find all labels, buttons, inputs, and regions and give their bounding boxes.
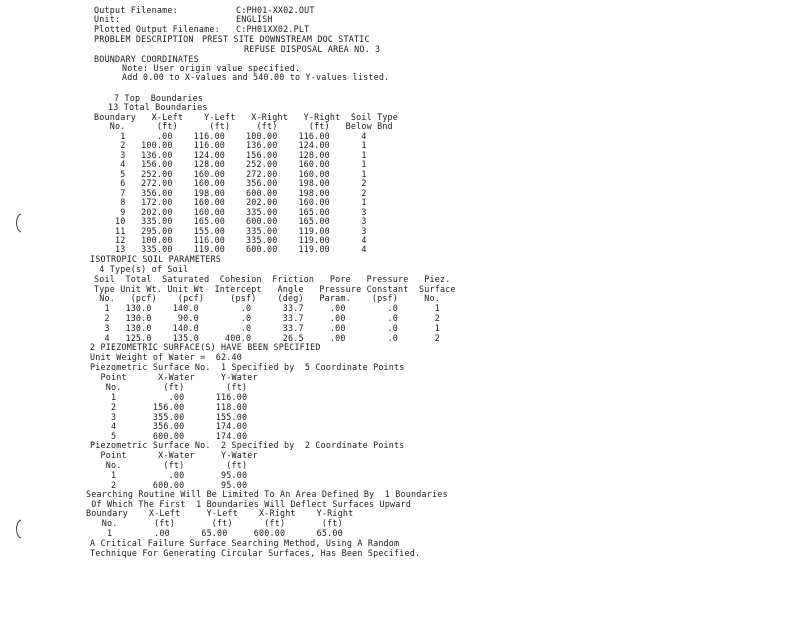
problem-description-label: PROBLEM DESCRIPTION: [94, 34, 194, 44]
plotted-filename-value: C:PH01XX02.PLT: [236, 24, 310, 34]
piezometric-surface-title: Piezometric Surface No. 2 Specified by 2 Coordinate Points: [90, 440, 405, 450]
boundary-section-title: BOUNDARY COORDINATES: [94, 54, 199, 64]
table-row: 3 355.00 155.00: [90, 412, 248, 422]
problem-description-value: PREST SITE DOWNSTREAM DOC STATIC: [202, 34, 370, 44]
table-row: 1 .00 116.00: [90, 392, 248, 402]
table-row: 9 202.00 160.00 335.00 165.00 3: [94, 207, 367, 217]
boundary-note: Add 0.00 to X-values and 540.00 to Y-values listed.: [122, 72, 390, 82]
table-row: 1 .00 116.00 100.00 116.00 4: [94, 131, 367, 141]
soil-section-title: ISOTROPIC SOIL PARAMETERS: [90, 254, 222, 264]
piezometric-table-units: No. (ft) (ft): [90, 460, 248, 470]
search-method-line: A Critical Failure Surface Searching Method, Using A Random: [90, 538, 400, 548]
table-row: 11 295.00 155.00 335.00 119.00 3: [94, 226, 367, 236]
search-table-units: No. (ft) (ft) (ft) (ft): [86, 518, 343, 528]
soil-table-header: Type Unit Wt. Unit Wt Intercept Angle Pressure Constant Surface: [94, 284, 456, 294]
table-row: 5 252.00 160.00 272.00 160.00 1: [94, 169, 367, 179]
boundary-table-header: Boundary X-Left Y-Left X-Right Y-Right Soil Type: [94, 112, 399, 122]
search-method-line: Technique For Generating Circular Surfaces, Has Been Specified.: [90, 548, 421, 558]
search-limit-line: Searching Routine Will Be Limited To An Area Defined By 1 Boundaries: [86, 489, 448, 499]
table-row: 3 130.0 140.0 .0 33.7 .00 .0 1: [94, 323, 440, 333]
soil-table-header: Soil Total Saturated Cohesion Friction Pore Pressure Piez.: [94, 274, 451, 284]
piezometric-surface-title: Piezometric Surface No. 1 Specified by 5 Coordinate Points: [90, 362, 405, 372]
piezometric-section-title: 2 PIEZOMETRIC SURFACE(S) HAVE BEEN SPECIFIED: [90, 342, 321, 352]
table-row: 1 130.0 140.0 .0 33.7 .00 .0 1: [94, 303, 440, 313]
table-row: 12 100.00 116.00 335.00 119.00 4: [94, 235, 367, 245]
output-filename-label: Output Filename:: [94, 5, 178, 15]
table-row: 8 172.00 160.00 202.00 160.00 1: [94, 197, 367, 207]
soil-type-count: 4 Type(s) of Soil: [94, 264, 189, 274]
table-row: 3 136.00 124.00 156.00 128.00 1: [94, 150, 367, 160]
table-row: 2 130.0 90.0 .0 33.7 .00 .0 2: [94, 313, 440, 323]
boundary-table-units: No. (ft) (ft) (ft) (ft) Below Bnd: [94, 121, 393, 131]
punch-hole-mark: [12, 518, 24, 540]
punch-hole-mark: [12, 212, 24, 234]
table-row: 2 600.00 95.00: [90, 480, 248, 490]
unit-label: Unit:: [94, 14, 121, 24]
plotted-filename-label: Plotted Output Filename:: [94, 24, 220, 34]
output-filename-value: C:PH01-XX02.OUT: [236, 5, 315, 15]
table-row: 1 .00 65.00 600.00 65.00: [86, 528, 343, 538]
table-row: 4 356.00 174.00: [90, 421, 248, 431]
soil-table-units: No. (pcf) (pcf) (psf) (deg) Param. (psf) No.: [94, 293, 440, 303]
table-row: 13 335.00 119.00 600.00 119.00 4: [94, 244, 367, 254]
table-row: 4 156.00 128.00 252.00 160.00 1: [94, 159, 367, 169]
piezometric-table-units: No. (ft) (ft): [90, 382, 248, 392]
table-row: 2 156.00 118.00: [90, 402, 248, 412]
total-boundaries-count: 13 Total Boundaries: [108, 102, 208, 112]
table-row: 4 125.0 135.0 400.0 26.5 .00 .0 2: [94, 333, 440, 343]
piezometric-table-header: Point X-Water Y-Water: [90, 450, 258, 460]
table-row: 7 356.00 198.00 600.00 198.00 2: [94, 188, 367, 198]
piezometric-table-header: Point X-Water Y-Water: [90, 372, 258, 382]
table-row: 10 335.00 165.00 600.00 165.00 3: [94, 216, 367, 226]
unit-weight-of-water: Unit Weight of Water = 62.40: [90, 352, 243, 362]
table-row: 5 600.00 174.00: [90, 431, 248, 441]
table-row: 1 .00 95.00: [90, 470, 248, 480]
top-boundaries-count: 7 Top Boundaries: [114, 93, 204, 103]
table-row: 6 272.00 160.00 356.00 198.00 2: [94, 178, 367, 188]
unit-value: ENGLISH: [236, 14, 273, 24]
problem-description-line2: REFUSE DISPOSAL AREA NO. 3: [244, 44, 381, 54]
table-row: 2 100.00 116.00 136.00 124.00 1: [94, 140, 367, 150]
search-limit-line: Of Which The First 1 Boundaries Will Deflect Surfaces Upward: [86, 499, 412, 509]
search-table-header: Boundary X-Left Y-Left X-Right Y-Right: [86, 508, 354, 518]
boundary-note: Note: User origin value specified.: [122, 63, 301, 73]
